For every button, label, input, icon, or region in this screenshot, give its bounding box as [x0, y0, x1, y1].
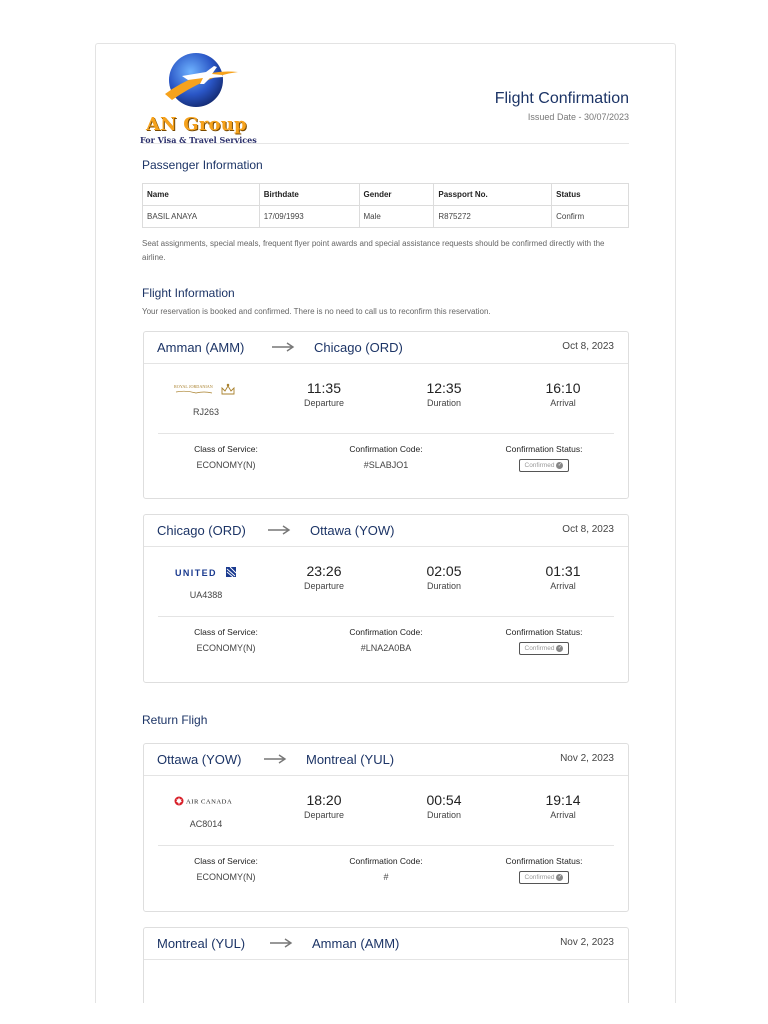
table-header-row: [143, 184, 629, 206]
column-header: Birthdate: [259, 184, 359, 206]
status-label: Confirmation Status:: [505, 627, 583, 637]
code-label: Confirmation Code:: [349, 627, 423, 637]
arrival-label: Arrival: [550, 398, 576, 408]
code-label: Confirmation Code:: [349, 856, 423, 866]
duration-time: 00:54: [426, 792, 462, 808]
flight-card: [143, 514, 629, 683]
arrival-label: Arrival: [550, 581, 576, 591]
arrival-time: 01:31: [545, 563, 581, 579]
origin-airport: Chicago (ORD): [157, 523, 246, 538]
passenger-gender: Male: [359, 206, 434, 228]
confirmation-status: [479, 856, 609, 884]
departure-label: Departure: [303, 581, 345, 591]
arrival-block: [523, 792, 603, 820]
duration-label: Duration: [426, 398, 462, 408]
flight-date: Nov 2, 2023: [560, 937, 614, 948]
duration-label: Duration: [426, 810, 462, 820]
passenger-name: BASIL ANAYA: [143, 206, 260, 228]
badge-text: Confirmed: [524, 874, 555, 881]
code-value: #: [383, 872, 389, 882]
confirmation-status: [479, 444, 609, 472]
status-badge: [519, 459, 570, 472]
flight-card: [143, 331, 629, 499]
column-header: Gender: [359, 184, 434, 206]
reservation-note: Your reservation is booked and confirmed. There is no need to call us to reconfirm this reservation.: [142, 307, 491, 316]
united-logo: [174, 565, 238, 579]
status-badge: [519, 871, 570, 884]
flight-section-title: Flight Information: [142, 286, 235, 300]
airline-note: Seat assignments, special meals, frequent flyer point awards and special assistance requests should be confirmed directly with the airline.: [142, 239, 605, 262]
document-header: [142, 44, 629, 144]
check-circle-icon: ✓: [557, 644, 563, 651]
air-canada-logo: [174, 794, 238, 808]
passport-number: R875272: [434, 206, 552, 228]
departure-time: 11:35: [307, 380, 341, 396]
flight-route-header: [144, 744, 628, 776]
class-value: ECONOMY(N): [196, 643, 256, 653]
status-badge: [519, 642, 570, 655]
duration-block: [404, 563, 484, 591]
check-circle-icon: ✓: [557, 873, 563, 880]
departure-block: [284, 380, 364, 408]
document-title: Flight Confirmation: [494, 90, 629, 107]
badge-text: Confirmed: [524, 462, 555, 469]
passenger-section-title: Passenger Information: [142, 158, 263, 172]
departure-time: 23:26: [306, 563, 342, 579]
check-circle-icon: ✓: [557, 461, 563, 468]
class-label: Class of Service:: [194, 856, 258, 866]
departure-time: 18:20: [306, 792, 342, 808]
code-value: #LNA2A0BA: [360, 643, 412, 653]
divider: [158, 616, 614, 617]
flight-card: [143, 927, 629, 1003]
departure-label: Departure: [303, 810, 345, 820]
globe-icon: [226, 567, 236, 577]
destination-airport: Ottawa (YOW): [310, 523, 395, 538]
divider: [158, 845, 614, 846]
arrival-label: Arrival: [550, 810, 576, 820]
departure-label: Departure: [303, 398, 345, 408]
origin-airport: Ottawa (YOW): [157, 752, 242, 767]
arrival-time: 19:14: [545, 792, 581, 808]
class-of-service: [161, 856, 291, 882]
departure-block: [284, 563, 364, 591]
table-row: [143, 206, 629, 228]
passenger-status: Confirm: [552, 206, 629, 228]
duration-block: [404, 380, 484, 408]
crown-icon: [222, 384, 234, 394]
flight-route-header: [144, 332, 628, 364]
flight-date: Nov 2, 2023: [560, 753, 614, 764]
royal-jordanian-logo: [174, 382, 238, 396]
duration-time: 02:05: [426, 563, 462, 579]
class-of-service: [161, 627, 291, 653]
class-label: Class of Service:: [194, 444, 258, 454]
destination-airport: Montreal (YUL): [306, 752, 395, 767]
passenger-table: [142, 183, 629, 228]
column-header: Passport No.: [434, 184, 552, 206]
destination-airport: Amman (AMM): [312, 936, 400, 951]
globe-airplane-icon: [160, 50, 240, 114]
status-label: Confirmation Status:: [505, 856, 583, 866]
class-value: ECONOMY(N): [196, 872, 256, 882]
flight-date: Oct 8, 2023: [562, 341, 614, 352]
airline-block: [174, 794, 238, 829]
badge-text: Confirmed: [524, 645, 555, 652]
airline-block: [174, 382, 238, 417]
confirmation-code: [321, 856, 451, 882]
column-header: Name: [143, 184, 260, 206]
arrow-right-icon: [264, 753, 288, 765]
class-of-service: [161, 444, 291, 470]
departure-block: [284, 792, 364, 820]
flight-number: RJ263: [192, 407, 219, 417]
flight-route-header: [144, 515, 628, 547]
arrow-right-icon: [270, 937, 294, 949]
flight-date: Oct 8, 2023: [562, 524, 614, 535]
duration-label: Duration: [426, 581, 462, 591]
destination-airport: Chicago (ORD): [314, 340, 403, 355]
issued-date: Issued Date - 30/07/2023: [527, 112, 629, 122]
airline-logo-text: ROYAL JORDANIAN: [174, 384, 213, 389]
confirmation-status: [479, 627, 609, 655]
flight-number: AC8014: [189, 819, 223, 829]
arrow-right-icon: [272, 341, 296, 353]
arrival-block: [523, 563, 603, 591]
airline-block: [174, 565, 238, 600]
origin-airport: Montreal (YUL): [157, 936, 246, 951]
company-tagline: For Visa & Travel Services: [140, 135, 257, 145]
arrow-right-icon: [268, 524, 292, 536]
maple-leaf-icon: [175, 797, 184, 806]
divider: [158, 433, 614, 434]
airline-logo-text: AIR CANADA: [186, 798, 233, 806]
confirmation-code: [321, 627, 451, 653]
column-header: Status: [552, 184, 629, 206]
arrival-block: [523, 380, 603, 408]
class-label: Class of Service:: [194, 627, 258, 637]
code-label: Confirmation Code:: [349, 444, 423, 454]
code-value: #SLABJO1: [363, 460, 409, 470]
passenger-birthdate: 17/09/1993: [259, 206, 359, 228]
origin-airport: Amman (AMM): [157, 340, 245, 355]
airline-logo-text: UNITED: [175, 568, 217, 578]
flight-number: UA4388: [189, 590, 223, 600]
duration-time: 12:35: [426, 380, 462, 396]
company-logo: [140, 50, 262, 145]
confirmation-document: [95, 43, 676, 1003]
company-name: AN Group: [146, 114, 247, 135]
arrival-time: 16:10: [545, 380, 581, 396]
flight-card: [143, 743, 629, 912]
confirmation-code: [321, 444, 451, 470]
return-section-title: Return Fligh: [142, 713, 208, 727]
class-value: ECONOMY(N): [196, 460, 256, 470]
duration-block: [404, 792, 484, 820]
flight-route-header: [144, 928, 628, 960]
status-label: Confirmation Status:: [505, 444, 583, 454]
